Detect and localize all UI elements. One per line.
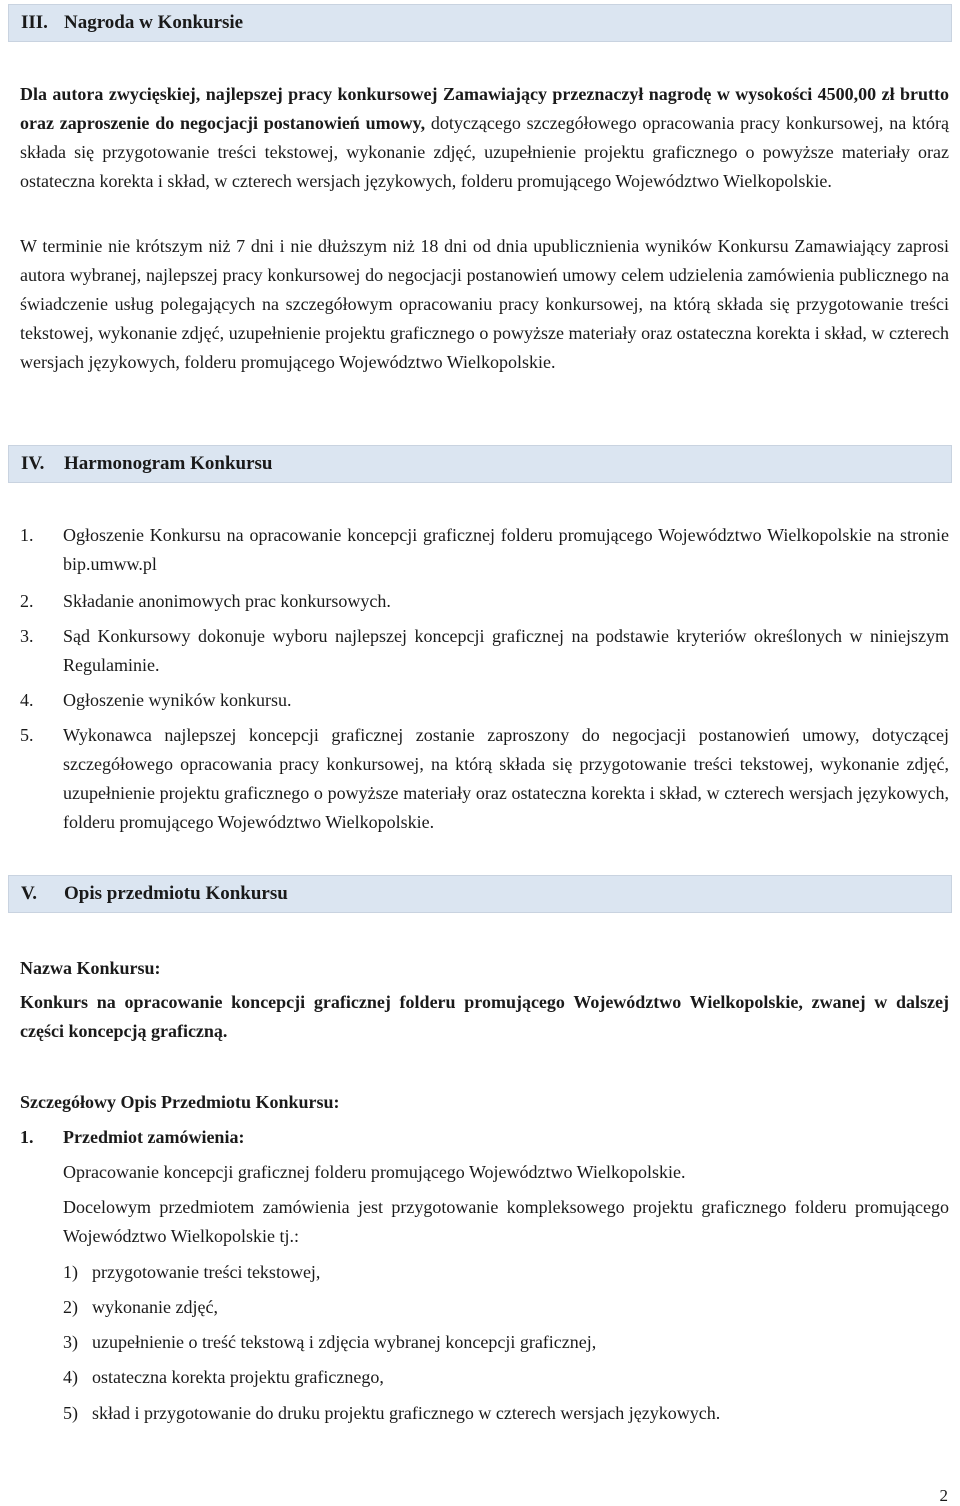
schedule-item [20, 622, 949, 680]
subject-subitem [63, 1363, 949, 1392]
subject-paragraph-2: Docelowym przedmiotem zamówienia jest przygotowanie kompleksowego projektu graficznego folderu promującego Województwo Wielkopolskie tj.: [63, 1197, 949, 1246]
subject-item-number: 1. [20, 1127, 34, 1147]
schedule-item-number: 4. [20, 690, 34, 710]
schedule-item [20, 521, 949, 579]
schedule-item-number: 3. [20, 626, 34, 646]
schedule-item [20, 686, 949, 715]
subject-subitem [63, 1328, 949, 1357]
prize-statement-rest: dotyczącego szczegółowego opracowania pracy konkursowej, na którą składa się przygotowanie treści tekstowej, wykonanie zdjęć, uzupełnienie projektu graficznego o powyższe materiały oraz ostateczna korekta i skład, w czterech wersjach językowych, folderu promującego Województwo Wielkopolskie. [20, 113, 949, 191]
contest-name-value: Konkurs na opracowanie koncepcji graficznej folderu promującego Województwo Wielkopolskie, zwanej w dalszej części koncepcją graficzną. [20, 992, 949, 1041]
subject-subitem [63, 1258, 949, 1287]
subject-item [20, 1123, 949, 1152]
section-4-number: IV. [21, 453, 45, 474]
section-4-header [8, 445, 952, 483]
schedule-item-text: Wykonawca najlepszej koncepcji graficznej zostanie zaproszony do negocjacji postanowień umowy, dotyczącej szczegółowego opracowania pracy konkursowej, na którą składa się przygotowanie treści tekstowej, wykonanie zdjęć, uzupełnienie projektu graficznego o powyższe materiały oraz ostateczna korekta i skład, w czterech wersjach językowych, folderu promującego Województwo Wielkopolskie. [63, 725, 949, 832]
subitem-number: 2) [63, 1297, 78, 1317]
subitem-text: wykonanie zdjęć, [92, 1297, 218, 1317]
section-5-header [8, 875, 952, 913]
schedule-item-number: 2. [20, 591, 34, 611]
subitem-number: 4) [63, 1367, 78, 1387]
subitem-text: ostateczna korekta projektu graficznego, [92, 1367, 384, 1387]
section-3-header [8, 4, 952, 42]
schedule-item-text: Ogłoszenie Konkursu na opracowanie koncepcji graficznej folderu promującego Województwo Wielkopolskie na stronie bip.umww.pl [63, 525, 949, 574]
subject-subitem [63, 1293, 949, 1322]
schedule-item [20, 721, 949, 837]
subitem-number: 1) [63, 1262, 78, 1282]
subitem-number: 3) [63, 1332, 78, 1352]
section-3-number: III. [21, 12, 48, 33]
schedule-item-text: Składanie anonimowych prac konkursowych. [63, 591, 391, 611]
section-3-paragraph-1 [20, 80, 949, 196]
contest-name-label: Nazwa Konkursu: [20, 958, 161, 978]
section-3-paragraph-2: W terminie nie krótszym niż 7 dni i nie dłuższym niż 18 dni od dnia upublicznienia wyników Konkursu Zamawiający zaprosi autora wybranej, najlepszej pracy konkursowej do negocjacji postanowień umowy celem udzielenia zamówienia publicznego na świadczenie usług polegających na szczegółowym opracowaniu pracy konkursowej, na którą składa się przygotowanie treści tekstowej, wykonanie zdjęć, uzupełnienie projektu graficznego o powyższe materiały oraz ostateczna korekta i skład, w czterech wersjach językowych, folderu promującego Województwo Wielkopolskie. [20, 236, 949, 372]
schedule-item-text: Sąd Konkursowy dokonuje wyboru najlepszej koncepcji graficznej na podstawie kryteriów określonych w niniejszym Regulaminie. [63, 626, 949, 675]
section-5-title: Opis przedmiotu Konkursu [64, 883, 288, 904]
subitem-text: skład i przygotowanie do druku projektu graficznego w czterech wersjach językowych. [92, 1403, 721, 1423]
schedule-item [20, 587, 949, 616]
subitem-text: przygotowanie treści tekstowej, [92, 1262, 321, 1282]
page-number: 2 [939, 1486, 948, 1505]
detail-description-label: Szczegółowy Opis Przedmiotu Konkursu: [20, 1092, 340, 1112]
schedule-item-number: 5. [20, 725, 34, 745]
section-4-title: Harmonogram Konkursu [64, 453, 273, 474]
subitem-text: uzupełnienie o treść tekstową i zdjęcia wybranej koncepcji graficznej, [92, 1332, 597, 1352]
section-5-number: V. [21, 883, 38, 904]
schedule-item-text: Ogłoszenie wyników konkursu. [63, 690, 292, 710]
schedule-item-number: 1. [20, 525, 34, 545]
subject-item-label: Przedmiot zamówienia: [63, 1127, 245, 1147]
subject-subitem [63, 1399, 949, 1428]
subject-paragraph-1: Opracowanie koncepcji graficznej folderu promującego Województwo Wielkopolskie. [63, 1162, 686, 1182]
section-3-title: Nagroda w Konkursie [64, 12, 244, 33]
subitem-number: 5) [63, 1403, 78, 1423]
prize-statement: Dla autora zwycięskiej, najlepszej pracy konkursowej Zamawiający przeznaczył nagrodę w wysokości 4500,00 zł brutto oraz zaproszenie do negocjacji postanowień umowy, [20, 84, 949, 133]
